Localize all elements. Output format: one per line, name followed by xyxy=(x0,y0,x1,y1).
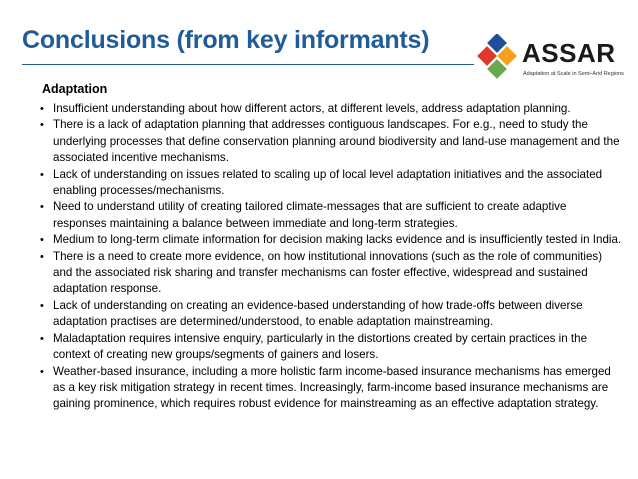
bullet-item: • Insufficient understanding about how different actors, at different levels, address adaptation planning. xyxy=(42,101,622,117)
bullet-item: • Lack of understanding on issues related to scaling up of local level adaptation initiatives and the associated enabling processes/mechanisms. xyxy=(42,167,622,200)
bullet-item: • Lack of understanding on creating an evidence-based understanding of how trade-offs between diverse adaptation practises are determined/understood, to enable adaptation mainstreaming. xyxy=(42,298,622,331)
bullet-item: • There is a lack of adaptation planning that addresses contiguous landscapes. For e.g., need to study the underlying processes that define conservation planning around biodiversity and land-use management and the associated incentive mechanisms. xyxy=(42,117,622,166)
bullet-item: • Medium to long-term climate information for decision making lacks evidence and is insufficiently tested in India. xyxy=(42,232,622,248)
bullet-item: • There is a need to create more evidence, on how institutional innovations (such as the role of communities) and the associated risk sharing and transfer mechanisms can foster effective, widespread and sustained adaptation response. xyxy=(42,249,622,298)
assar-logo-mark-icon xyxy=(476,34,522,84)
bullet-item: • Need to understand utility of creating tailored climate-messages that are sufficient to create adaptive responses maintaining a balance between immediate and long-term strategies. xyxy=(42,199,622,232)
bullet-list xyxy=(42,101,622,413)
bullet-item: • Weather-based insurance, including a more holistic farm income-based insurance mechanisms has emerged as a key risk mitigation strategy in recent times. Increasingly, farm-income based insurance mechanisms are gaining prominence, which requires robust evidence for mainstreaming as an effective adaptation strategy. xyxy=(42,364,622,413)
logo-tagline: Adaptation at Scale in Semi-Arid Regions xyxy=(523,71,624,77)
slide-title: Conclusions (from key informants) xyxy=(22,26,430,54)
section-heading: Adaptation xyxy=(42,82,108,96)
slide-content xyxy=(42,81,622,413)
title-underline xyxy=(22,64,474,65)
bullet-item: • Maladaptation requires intensive enquiry, particularly in the distortions created by certain practices in the context of creating new groups/segments of gainers and losers. xyxy=(42,331,622,364)
logo-wordmark: ASSAR xyxy=(522,38,616,68)
